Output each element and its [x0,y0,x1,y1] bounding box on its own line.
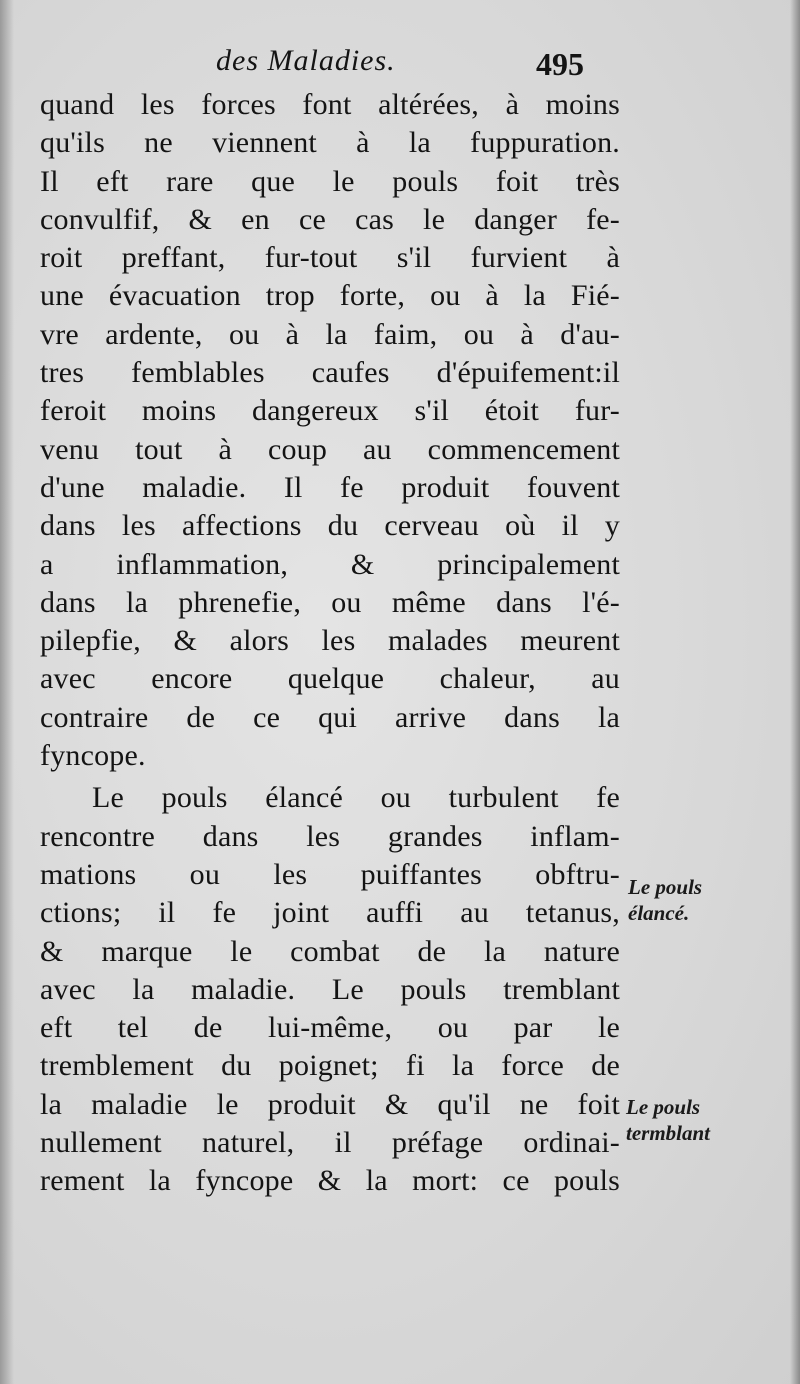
text-line: qu'ils ne viennent à la fuppuration. [40,126,620,160]
margin-note-line: Le pouls [626,1095,701,1119]
text-line: fyncope. [40,739,146,773]
page-number: 495 [536,46,584,82]
text-line: tres femblables caufes d'épuifement:il [40,356,620,390]
text-line: d'une maladie. Il fe produit fouvent [40,470,620,504]
text-line: tremblement du poignet; fi la force de [40,1049,620,1083]
page-gutter-shadow [0,0,14,1384]
text-line: vre ardente, ou à la faim, ou à d'au- [40,317,620,351]
text-line: avec encore quelque chaleur, au [40,662,620,696]
text-line: dans les affections du cerveau où il y [40,509,620,543]
text-line: rencontre dans les grandes inflam- [40,819,620,853]
text-line: venu tout à coup au commencement [40,432,620,466]
running-head: des Maladies. [216,44,396,77]
margin-note-line: Le pouls [628,875,703,899]
page-edge-shadow [790,0,800,1384]
text-line: dans la phrenefie, ou même dans l'é- [40,585,620,619]
text-line: a inflammation, & principalement [40,547,620,581]
margin-note-line: termblant [626,1121,711,1145]
text-line: & marque le combat de la nature [40,934,620,968]
text-line: feroit moins dangereux s'il étoit fur- [40,394,620,428]
text-line: pilepfie, & alors les malades meurent [40,624,620,658]
margin-note-line: élancé. [628,901,690,925]
text-line: eft tel de lui-même, ou par le [40,1011,620,1045]
text-line: nullement naturel, il préfage ordinai- [40,1126,620,1160]
text-line: mations ou les puiffantes obftru- [40,857,620,891]
text-line: une évacuation trop forte, ou à la Fié- [40,279,620,313]
text-line: la maladie le produit & qu'il ne foit [40,1087,620,1121]
text-line: convulfif, & en ce cas le danger fe- [40,202,620,236]
text-line: quand les forces font altérées, à moins [40,88,620,121]
text-line: contraire de ce qui arrive dans la [40,700,620,734]
text-line: Il eft rare que le pouls foit très [40,164,620,198]
text-line: avec la maladie. Le pouls tremblant [40,972,620,1006]
text-line: ctions; il fe joint auffi au tetanus, [40,896,620,930]
margin-note-pouls-tremblant [626,1094,710,1146]
body-text [40,86,620,1201]
text-line: roit preffant, fur-tout s'il furvient à [40,241,620,275]
margin-note-pouls-elance [628,874,702,926]
paragraph-start-line: Le pouls élancé ou turbulent fe [92,781,620,815]
text-line: rement la fyncope & la mort: ce pouls [40,1164,620,1198]
